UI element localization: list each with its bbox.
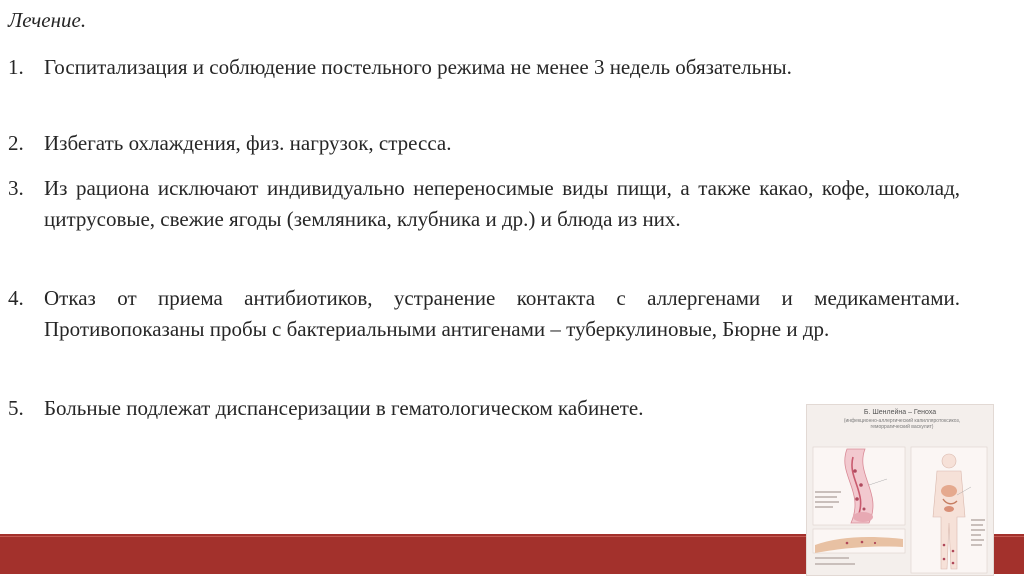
list-item-text: Больные подлежат диспансеризации в гематологическом кабинете.	[44, 396, 644, 420]
illustration-drawing	[807, 405, 993, 575]
slide-heading: Лечение.	[8, 8, 87, 32]
list-item	[8, 173, 960, 235]
list-item-text: Отказ от приема антибиотиков, устранение контакта с аллергенами и медикаментами. Противопоказаны пробы с бактериальными антигенами – туберкулиновые, Бюрне и др.	[44, 286, 960, 341]
list-item	[8, 52, 960, 83]
list-item-number: 5.	[8, 396, 24, 420]
list-item-text: Избегать охлаждения, физ. нагрузок, стресса.	[44, 131, 452, 155]
list-item-number: 3.	[8, 176, 24, 200]
list-item	[8, 128, 960, 159]
medical-illustration	[806, 404, 994, 576]
list-item-text: Из рациона исключают индивидуально непереносимые виды пищи, а также какао, кофе, шоколад, цитрусовые, свежие ягоды (земляника, клубника и др.) и блюда из них.	[44, 176, 960, 231]
illustration-subtitle: (инфекционно-аллергический капилляротоксикоз, геморрагический васкулит)	[843, 418, 961, 430]
illustration-title: Б. Шенлейна – Геноха	[863, 409, 937, 416]
list-item-number: 2.	[8, 131, 24, 155]
list-item-number: 4.	[8, 286, 24, 310]
list-item	[8, 283, 960, 345]
list-item-text: Госпитализация и соблюдение постельного режима не менее 3 недель обязательны.	[44, 55, 792, 79]
list-item-number: 1.	[8, 55, 24, 79]
